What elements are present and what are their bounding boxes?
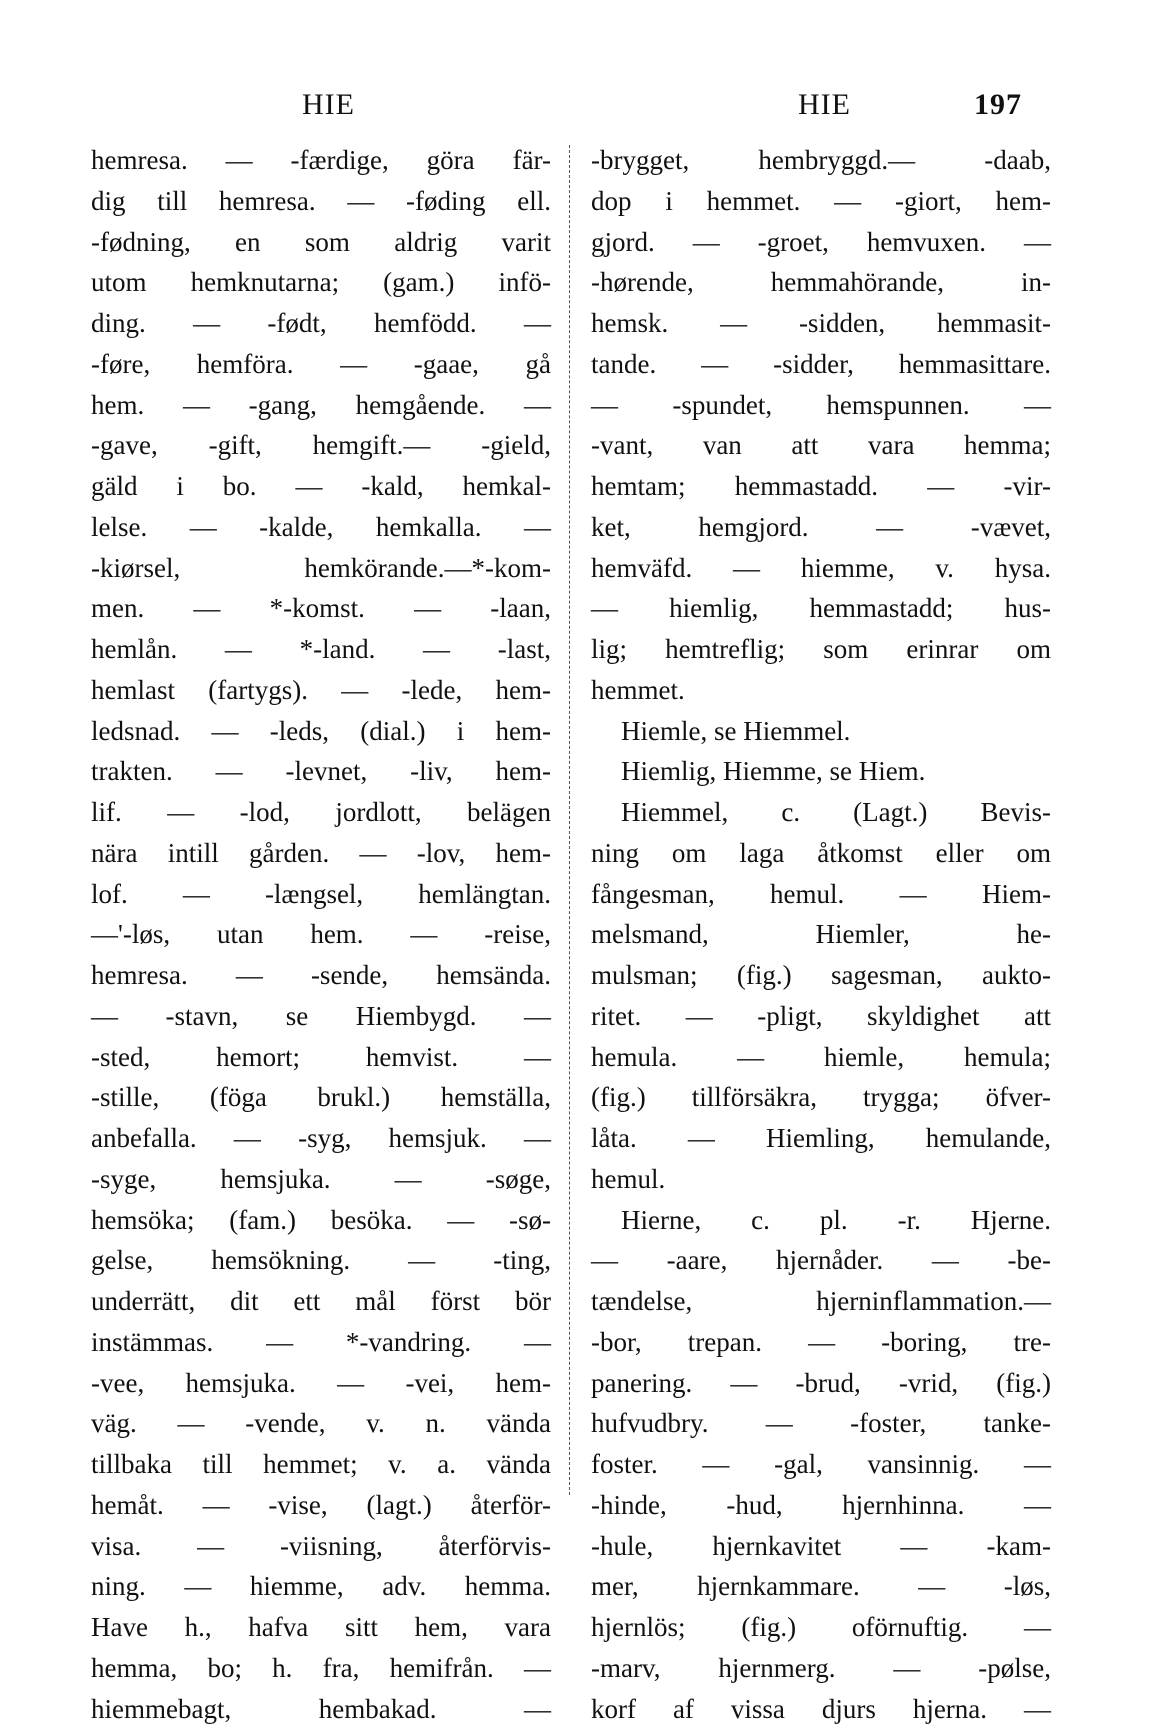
text-line: tændelse, hjerninflammation.—	[591, 1281, 1051, 1322]
text-line: hemresa. — -færdige, göra fär-	[91, 140, 551, 181]
text-line: hemlast (fartygs). — -lede, hem-	[91, 670, 551, 711]
text-line: — -aare, hjernåder. — -be-	[591, 1240, 1051, 1281]
text-line: korf af vissa djurs hjerna. —	[591, 1689, 1051, 1729]
text-line: -hinde, -hud, hjernhinna. —	[591, 1485, 1051, 1526]
text-line: hiemmebagt, hembakad. —	[91, 1689, 551, 1729]
right-column	[591, 140, 1051, 1729]
text-line: hemresa. — -sende, hemsända.	[91, 955, 551, 996]
text-line: ritet. — -pligt, skyldighet att	[591, 996, 1051, 1037]
text-line: lif. — -lod, jordlott, belägen	[91, 792, 551, 833]
text-line: hemsk. — -sidden, hemmasit-	[591, 303, 1051, 344]
text-line: gäld i bo. — -kald, hemkal-	[91, 466, 551, 507]
text-line: -syge, hemsjuka. — -søge,	[91, 1159, 551, 1200]
text-line: ket, hemgjord. — -vævet,	[591, 507, 1051, 548]
text-line: (fig.) tillförsäkra, trygga; öfver-	[591, 1077, 1051, 1118]
text-line: — hiemlig, hemmastadd; hus-	[591, 588, 1051, 629]
text-line: instämmas. — *-vandring. —	[91, 1322, 551, 1363]
page-number: 197	[974, 88, 1022, 122]
text-line: fångesman, hemul. — Hiem-	[591, 874, 1051, 915]
text-line: hemula. — hiemle, hemula;	[591, 1037, 1051, 1078]
text-line: ding. — -født, hemfödd. —	[91, 303, 551, 344]
column-divider	[569, 145, 570, 1495]
text-line: hem. — -gang, hemgående. —	[91, 385, 551, 426]
text-line: visa. — -viisning, återförvis-	[91, 1526, 551, 1567]
text-line: hemsöka; (fam.) besöka. — -sø-	[91, 1200, 551, 1241]
text-line: ledsnad. — -leds, (dial.) i hem-	[91, 711, 551, 752]
text-line: gelse, hemsökning. — -ting,	[91, 1240, 551, 1281]
text-line: -gave, -gift, hemgift.— -gield,	[91, 425, 551, 466]
text-line: låta. — Hiemling, hemulande,	[591, 1118, 1051, 1159]
text-line: -vant, van att vara hemma;	[591, 425, 1051, 466]
text-line: mer, hjernkammare. — -løs,	[591, 1566, 1051, 1607]
text-line: tillbaka till hemmet; v. a. vända	[91, 1444, 551, 1485]
text-line: dop i hemmet. — -giort, hem-	[591, 181, 1051, 222]
text-line: -vee, hemsjuka. — -vei, hem-	[91, 1363, 551, 1404]
text-line: -hule, hjernkavitet — -kam-	[591, 1526, 1051, 1567]
text-line: trakten. — -levnet, -liv, hem-	[91, 751, 551, 792]
text-line: Hiemmel, c. (Lagt.) Bevis-	[591, 792, 1051, 833]
text-line: hemma, bo; h. fra, hemifrån. —	[91, 1648, 551, 1689]
text-line: hufvudbry. — -foster, tanke-	[591, 1403, 1051, 1444]
text-line: dig till hemresa. — -føding ell.	[91, 181, 551, 222]
text-line: hemväfd. — hiemme, v. hysa.	[591, 548, 1051, 589]
text-line: väg. — -vende, v. n. vända	[91, 1403, 551, 1444]
text-line: anbefalla. — -syg, hemsjuk. —	[91, 1118, 551, 1159]
text-line: Hiemlig, Hiemme, se Hiem.	[591, 751, 1051, 792]
text-line: underrätt, dit ett mål först bör	[91, 1281, 551, 1322]
text-line: hemul.	[591, 1159, 1051, 1200]
text-line: Hiemle, se Hiemmel.	[591, 711, 1051, 752]
text-line: -sted, hemort; hemvist. —	[91, 1037, 551, 1078]
text-line: Hierne, c. pl. -r. Hjerne.	[591, 1200, 1051, 1241]
text-line: -bor, trepan. — -boring, tre-	[591, 1322, 1051, 1363]
text-line: -kiørsel, hemkörande.—*-kom-	[91, 548, 551, 589]
text-line: —'-løs, utan hem. — -reise,	[91, 914, 551, 955]
text-line: hemtam; hemmastadd. — -vir-	[591, 466, 1051, 507]
text-line: ning. — hiemme, adv. hemma.	[91, 1566, 551, 1607]
text-line: -hørende, hemmahörande, in-	[591, 262, 1051, 303]
text-line: Have h., hafva sitt hem, vara	[91, 1607, 551, 1648]
text-line: -fødning, en som aldrig varit	[91, 222, 551, 263]
running-head-right: HIE	[798, 88, 851, 122]
text-line: mulsman; (fig.) sagesman, aukto-	[591, 955, 1051, 996]
text-line: -marv, hjernmerg. — -pølse,	[591, 1648, 1051, 1689]
text-line: utom hemknutarna; (gam.) infö-	[91, 262, 551, 303]
text-line: nära intill gården. — -lov, hem-	[91, 833, 551, 874]
text-line: hemlån. — *-land. — -last,	[91, 629, 551, 670]
text-line: -brygget, hembryggd.— -daab,	[591, 140, 1051, 181]
text-line: lig; hemtreflig; som erinrar om	[591, 629, 1051, 670]
text-line: foster. — -gal, vansinnig. —	[591, 1444, 1051, 1485]
text-line: -føre, hemföra. — -gaae, gå	[91, 344, 551, 385]
text-line: — -spundet, hemspunnen. —	[591, 385, 1051, 426]
text-line: -stille, (föga brukl.) hemställa,	[91, 1077, 551, 1118]
text-line: men. — *-komst. — -laan,	[91, 588, 551, 629]
text-line: lelse. — -kalde, hemkalla. —	[91, 507, 551, 548]
text-line: hemmet.	[591, 670, 1051, 711]
text-line: tande. — -sidder, hemmasittare.	[591, 344, 1051, 385]
text-line: melsmand, Hiemler, he-	[591, 914, 1051, 955]
text-line: — -stavn, se Hiembygd. —	[91, 996, 551, 1037]
text-line: hjernlös; (fig.) oförnuftig. —	[591, 1607, 1051, 1648]
text-line: hemåt. — -vise, (lagt.) återför-	[91, 1485, 551, 1526]
running-head-left: HIE	[302, 88, 355, 122]
text-line: ning om laga åtkomst eller om	[591, 833, 1051, 874]
text-line: panering. — -brud, -vrid, (fig.)	[591, 1363, 1051, 1404]
text-line: lof. — -længsel, hemlängtan.	[91, 874, 551, 915]
text-line: gjord. — -groet, hemvuxen. —	[591, 222, 1051, 263]
left-column	[91, 140, 551, 1729]
